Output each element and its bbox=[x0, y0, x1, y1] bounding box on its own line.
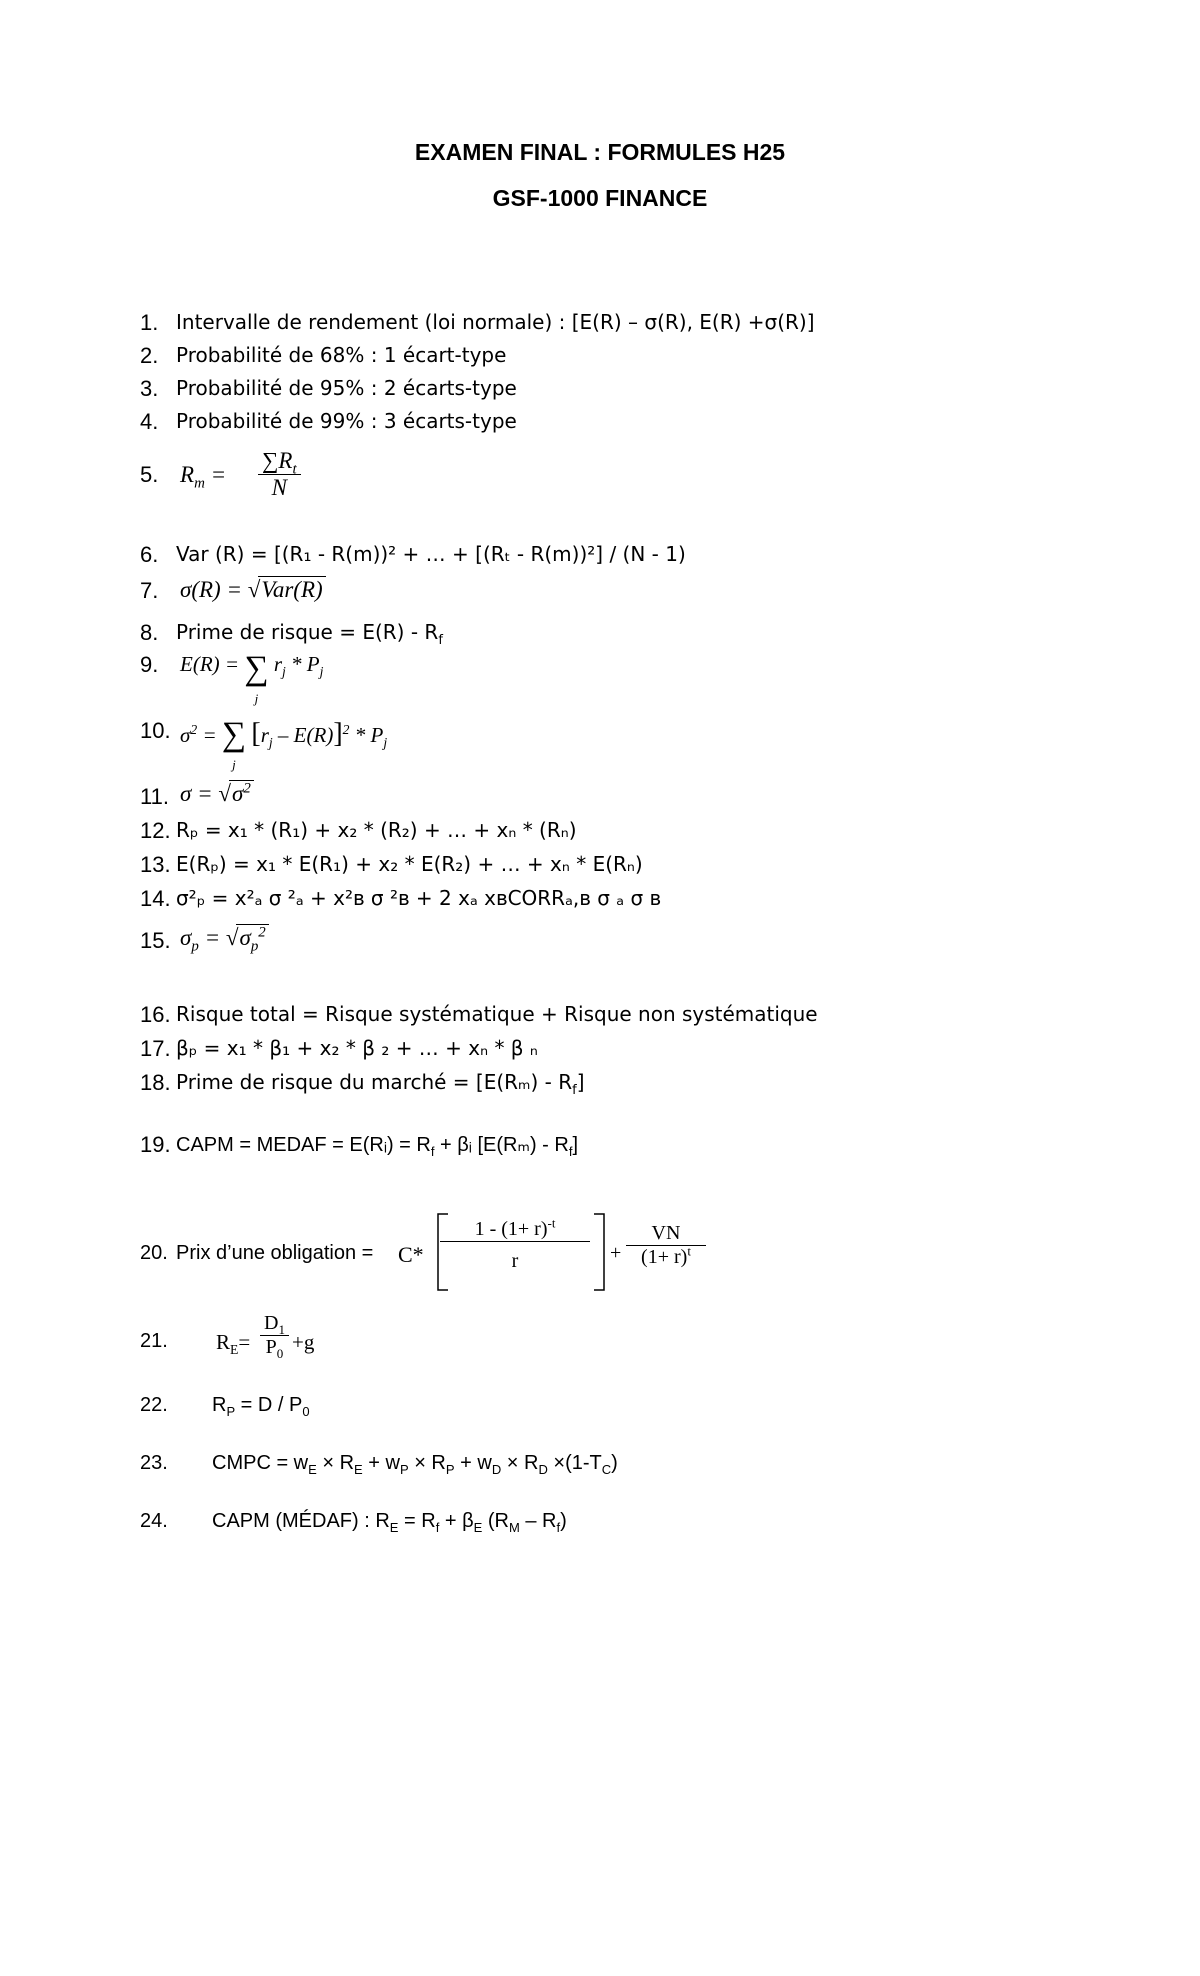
formula-number: 19. bbox=[140, 1132, 171, 1157]
formula-text: CAPM = MEDAF = E(Rᵢ) = $R_f$ + βᵢ $[E(R_m) - R_f]$ bbox=[176, 1134, 579, 1159]
formula-number: 3. bbox=[140, 376, 159, 401]
expected-return-formula: E(R) = ∑ j $r_j * P_j$ bbox=[180, 650, 324, 706]
formula-number: 15. bbox=[140, 928, 171, 953]
formula-number: 11. bbox=[140, 784, 169, 809]
formula-number: 16. bbox=[140, 1002, 171, 1027]
formula-number: 4. bbox=[140, 409, 159, 434]
formula-number: 8. bbox=[140, 620, 159, 645]
cost-of-preferred-formula: $R_P = D / P_0$ bbox=[212, 1394, 310, 1419]
coupon-symbol: C* bbox=[398, 1242, 424, 1267]
cost-of-equity-lhs: $R_E=$ bbox=[216, 1330, 251, 1358]
formula-text: Risque total = Risque systématique + Risque non systématique bbox=[176, 1002, 818, 1026]
annuity-fraction: $\frac{1 - (1+ r)^{-t}}{r}$ bbox=[440, 1218, 590, 1273]
formula-text: Prime de risque du marché = $[E(R_m) - R_f]$ bbox=[176, 1070, 585, 1098]
formula-text: Probabilité de 95% : 2 écarts-type bbox=[176, 376, 517, 400]
formula-text: Intervalle de rendement (loi normale) : [E(R) – σ(R), E(R) +σ(R)] bbox=[176, 310, 815, 334]
formula-text: Rₚ = x₁ * (R₁) + x₂ * (R₂) + … + xₙ * (Rₙ) bbox=[176, 818, 577, 842]
formula-number: 17. bbox=[140, 1036, 171, 1061]
formula-text: Probabilité de 99% : 3 écarts-type bbox=[176, 409, 517, 433]
formula-number: 6. bbox=[140, 542, 159, 567]
bond-price-label: Prix d’une obligation = bbox=[176, 1242, 374, 1264]
formula-number: 7. bbox=[140, 578, 159, 603]
formula-text: E(Rₚ) = x₁ * E(R₁) + x₂ * E(R₂) + … + xₙ * E(Rₙ) bbox=[176, 852, 643, 876]
formula-text: Prime de risque = $E(R) - R_f$ bbox=[176, 620, 443, 648]
formula-number: 10. bbox=[140, 718, 171, 743]
sigma-sqrt-formula: $\sigma = √\sigma^2$ bbox=[180, 780, 254, 807]
formula-number: 12. bbox=[140, 818, 171, 843]
mean-return-fraction: $\frac{\sum R_t}{N}$ bbox=[258, 448, 301, 501]
formula-number: 5. bbox=[140, 462, 159, 487]
plus-sign: + bbox=[610, 1242, 622, 1264]
formula-text: σ²ₚ = x²ₐ σ ²ₐ + x²ʙ σ ²ʙ + 2 xₐ xʙCORRₐ,ʙ σ ₐ σ ʙ bbox=[176, 886, 662, 910]
formula-number: 20. bbox=[140, 1242, 168, 1264]
formula-number: 24. bbox=[140, 1510, 168, 1532]
formula-number: 14. bbox=[140, 886, 171, 911]
document-title: EXAMEN FINAL : FORMULES H25 bbox=[414, 139, 786, 165]
formula-number: 23. bbox=[140, 1452, 168, 1474]
face-value-fraction: $\frac{VN}{(1+ r)^t}$ bbox=[626, 1222, 706, 1269]
std-dev-formula: σ(R) = √Var(R) bbox=[180, 576, 326, 603]
portfolio-sigma-formula: $\sigma_p = √\sigma_p^2$ bbox=[180, 924, 269, 951]
formula-text: Var (R) = [(R₁ - R(m))² + … + [(Rₜ - R(m))²] / (N - 1) bbox=[176, 542, 686, 566]
formula-number: 9. bbox=[140, 652, 159, 677]
formula-text: Probabilité de 68% : 1 écart-type bbox=[176, 343, 507, 367]
variance-formula: $\sigma^2$ = ∑ j $[r_j - E(R)]^2 * P_j$ bbox=[180, 716, 388, 772]
formula-number: 1. bbox=[140, 310, 159, 335]
document-subtitle: GSF-1000 FINANCE bbox=[492, 185, 708, 211]
mean-return-lhs: $R_m$ = bbox=[180, 462, 227, 492]
formula-number: 13. bbox=[140, 852, 171, 877]
right-bracket bbox=[586, 1212, 612, 1292]
wacc-formula: CMPC = $w_E \times R_E + w_P \times R_P + w_D \times R_D \times(1-T_C)$ bbox=[212, 1452, 618, 1477]
growth-term: +g bbox=[292, 1330, 315, 1354]
capm-formula: CAPM (MÉDAF) : $R_E = R_f + \beta_E$ $(R_M - R_f)$ bbox=[212, 1510, 567, 1535]
dividend-fraction: $\frac{D_1}{P_0}$ bbox=[260, 1312, 289, 1359]
formula-number: 22. bbox=[140, 1394, 168, 1416]
formula-text: βₚ = x₁ * β₁ + x₂ * β ₂ + … + xₙ * β ₙ bbox=[176, 1036, 538, 1060]
formula-number: 21. bbox=[140, 1330, 168, 1352]
formula-number: 18. bbox=[140, 1070, 171, 1095]
formula-number: 2. bbox=[140, 343, 159, 368]
